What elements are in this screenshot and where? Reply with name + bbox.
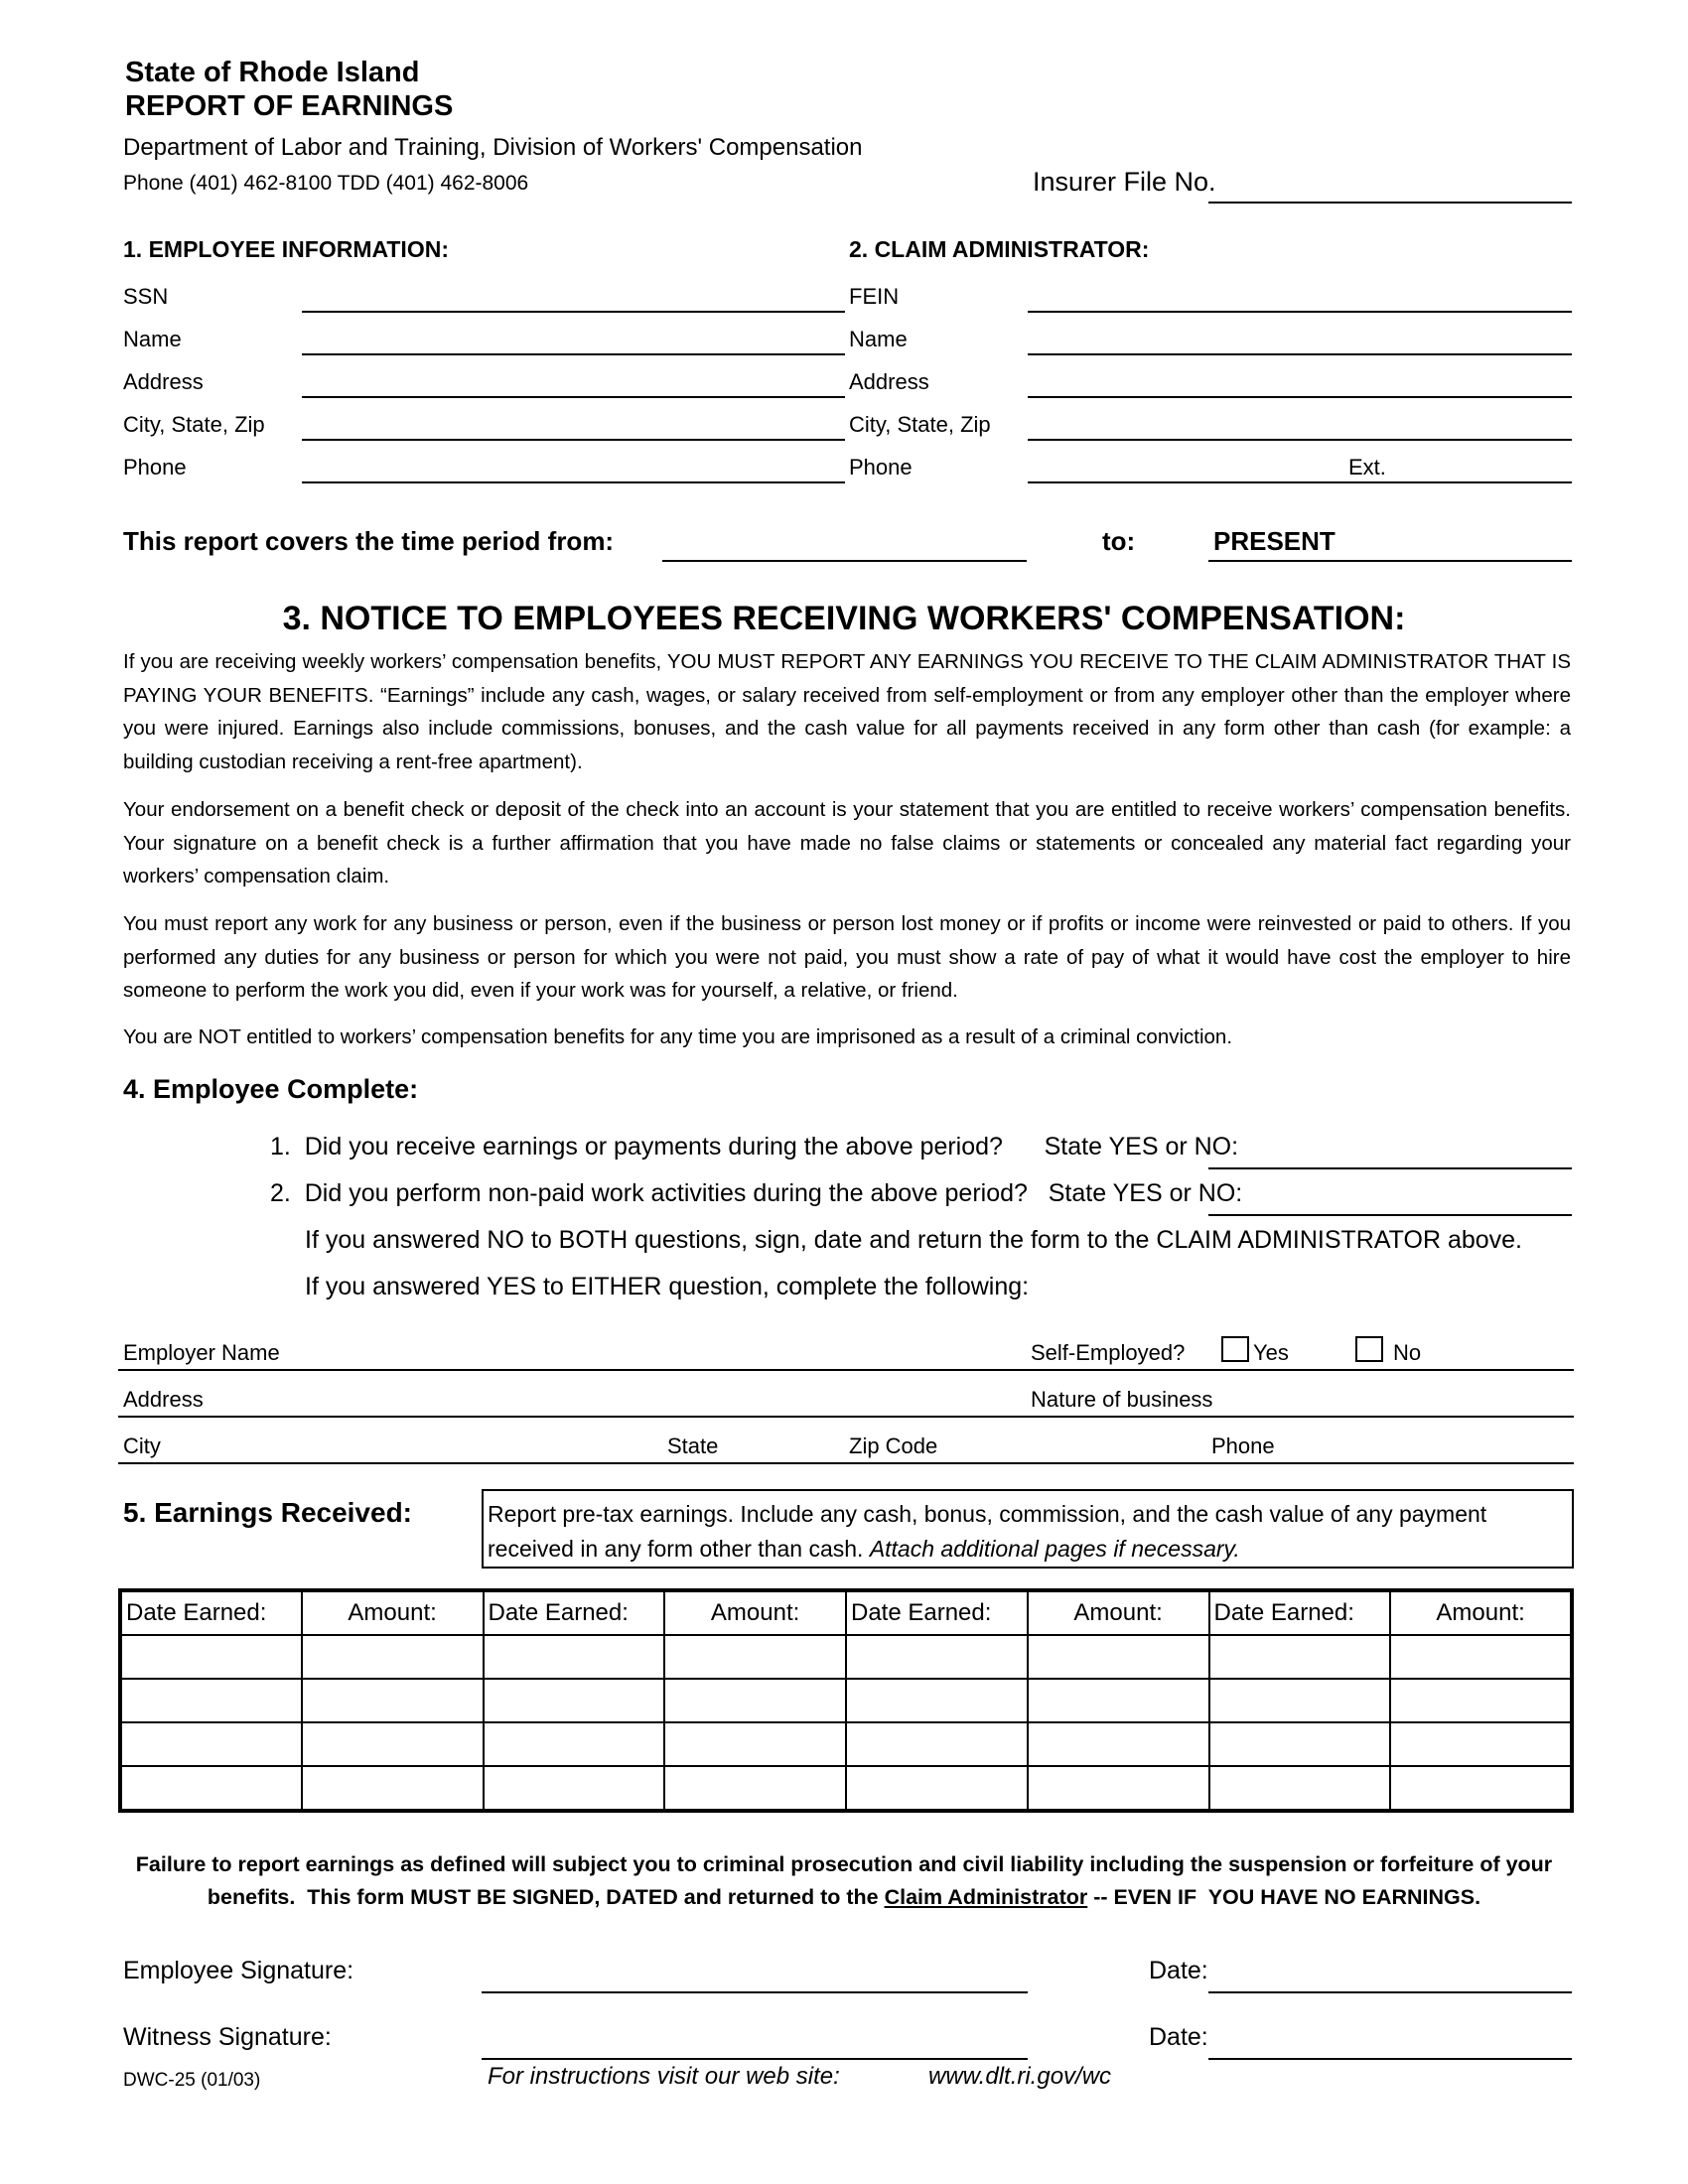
amount-cell[interactable] [1028,1635,1209,1679]
date-cell[interactable] [846,1766,1028,1811]
amount-cell[interactable] [664,1766,846,1811]
employee-city-input[interactable] [302,439,845,441]
date-earned-header: Date Earned: [484,1590,665,1635]
admin-name-input[interactable] [1028,353,1572,355]
warning-line-2 [0,1885,1688,1910]
admin-name-label: Name [849,327,908,351]
admin-ext-label: Ext. [1348,455,1386,479]
notice-paragraph-1: If you are receiving weekly workers’ compensation benefits, YOU MUST REPORT ANY EARNINGS YOU RECEIVE TO THE CLAIM ADMINISTRATOR THAT IS PAYING YOUR BENEFITS. “Earnings” include any cash, wages, or salary received from self-employment or from any employer other than the employer where you were injured. Earnings also include commissions, bonuses, and the cash value for all payments received in any form other than cash (for example: a building custodian receiving a rent-free apartment). [123,650,1571,773]
date-cell[interactable] [120,1679,302,1722]
admin-city-label: City, State, Zip [849,412,991,437]
date-cell[interactable] [846,1722,1028,1766]
self-employed-no-label: No [1393,1340,1422,1365]
form-title: REPORT OF EARNINGS [125,90,454,122]
employee-signature-input[interactable] [482,1991,1028,1993]
witness-signature-label: Witness Signature: [123,2023,332,2051]
employer-city-input[interactable] [118,1462,1574,1464]
amount-cell[interactable] [664,1635,846,1679]
earnings-note-text: Report pre-tax earnings. Include any cash, bonus, commission, and the cash value of any payment received in any form other than cash. [488,1501,1487,1562]
department-name: Department of Labor and Training, Division of Workers' Compensation [123,134,863,161]
witness-signature-input[interactable] [482,2058,1028,2060]
employer-name-input[interactable] [118,1369,1574,1371]
earnings-heading: 5. Earnings Received: [123,1497,413,1528]
employee-phone-label: Phone [123,455,187,479]
claim-admin-heading: 2. CLAIM ADMINISTRATOR: [849,236,1150,262]
question-1-answer[interactable] [1208,1167,1572,1169]
amount-cell[interactable] [1390,1766,1572,1811]
date-cell[interactable] [120,1722,302,1766]
amount-cell[interactable] [1028,1722,1209,1766]
amount-cell[interactable] [1028,1766,1209,1811]
warning-line-2-post: -- EVEN IF YOU HAVE NO EARNINGS. [1087,1885,1481,1909]
employee-ssn-label: SSN [123,284,169,309]
employee-name-label: Name [123,327,182,351]
date-earned-header: Date Earned: [1209,1590,1391,1635]
amount-header: Amount: [1390,1590,1572,1635]
amount-cell[interactable] [1390,1679,1572,1722]
date-cell[interactable] [1209,1766,1391,1811]
table-row [120,1722,1572,1766]
date-cell[interactable] [484,1766,665,1811]
employee-phone-input[interactable] [302,481,845,483]
self-employed-label: Self-Employed? [1031,1340,1186,1365]
date-earned-header: Date Earned: [120,1590,302,1635]
state-name: State of Rhode Island [125,57,420,88]
date-cell[interactable] [1209,1635,1391,1679]
employee-complete-heading: 4. Employee Complete: [123,1074,419,1104]
admin-fein-input[interactable] [1028,311,1572,313]
amount-cell[interactable] [1390,1722,1572,1766]
employee-address-input[interactable] [302,396,845,398]
table-row [120,1635,1572,1679]
amount-cell[interactable] [664,1722,846,1766]
department-phone: Phone (401) 462-8100 TDD (401) 462-8006 [123,172,529,195]
claim-administrator-link: Claim Administrator [884,1885,1088,1909]
amount-cell[interactable] [302,1635,484,1679]
website-link[interactable]: www.dlt.ri.gov/wc [928,2063,1112,2090]
warning-line-2-pre: benefits. This form MUST BE SIGNED, DATED and returned to the [207,1885,885,1909]
insurer-file-label: Insurer File No. [1033,167,1216,197]
question-1: 1. Did you receive earnings or payments during the above period? State YES or NO: [270,1133,1239,1160]
employee-ssn-input[interactable] [302,311,845,313]
self-employed-no-checkbox[interactable] [1355,1336,1383,1362]
amount-cell[interactable] [1028,1679,1209,1722]
note-no: If you answered NO to BOTH questions, sign, date and return the form to the CLAIM ADMINISTRATOR above. [305,1226,1523,1254]
employer-address-label: Address [123,1387,204,1412]
period-from-input[interactable] [662,560,1027,562]
date-cell[interactable] [1209,1679,1391,1722]
earnings-note-italic: Attach additional pages if necessary. [869,1536,1240,1562]
employer-address-input[interactable] [118,1416,1574,1418]
note-yes: If you answered YES to EITHER question, complete the following: [305,1273,1030,1300]
table-row [120,1679,1572,1722]
employee-signature-label: Employee Signature: [123,1957,354,1984]
employee-name-input[interactable] [302,353,845,355]
employee-city-label: City, State, Zip [123,412,265,437]
admin-city-input[interactable] [1028,439,1572,441]
date-cell[interactable] [846,1679,1028,1722]
employee-info-heading: 1. EMPLOYEE INFORMATION: [123,236,449,262]
notice-paragraph-2: Your endorsement on a benefit check or deposit of the check into an account is your statement that you are entitled to receive workers’ compensation benefits. Your signature on a benefit check is a further affirmation that you have made no false claims or statements or concealed any material fact regarding your workers’ compensation claim. [123,798,1571,887]
admin-address-input[interactable] [1028,396,1572,398]
amount-cell[interactable] [302,1679,484,1722]
self-employed-yes-label: Yes [1253,1340,1289,1365]
warning-line-1: Failure to report earnings as defined will subject you to criminal prosecution and civil liability including the suspension or forfeiture of your [135,1852,1553,1876]
employee-date-input[interactable] [1208,1991,1572,1993]
employee-address-label: Address [123,369,204,394]
insurer-file-input[interactable] [1208,202,1572,204]
admin-fein-label: FEIN [849,284,900,309]
employer-name-label: Employer Name [123,1340,280,1365]
date-cell[interactable] [484,1635,665,1679]
witness-date-input[interactable] [1208,2058,1572,2060]
amount-cell[interactable] [1390,1635,1572,1679]
admin-phone-input[interactable] [1028,481,1572,483]
admin-phone-label: Phone [849,455,913,479]
employer-zip-label: Zip Code [849,1433,938,1458]
date-cell[interactable] [120,1635,302,1679]
date-cell[interactable] [1209,1722,1391,1766]
amount-cell[interactable] [302,1766,484,1811]
instructions-text: For instructions visit our web site: [488,2063,840,2090]
employer-city-label: City [123,1433,161,1458]
date-earned-header: Date Earned: [846,1590,1028,1635]
date-cell[interactable] [120,1766,302,1811]
earnings-note-box [482,1489,1574,1569]
question-2-answer[interactable] [1208,1214,1572,1216]
date-cell[interactable] [484,1722,665,1766]
employer-phone-label: Phone [1211,1433,1275,1458]
form-id: DWC-25 (01/03) [123,2070,261,2091]
period-to-value: PRESENT [1213,526,1336,556]
nature-of-business-label: Nature of business [1031,1387,1213,1412]
period-to-label: to: [1102,526,1136,556]
earnings-table-header [120,1590,1572,1635]
employee-date-label: Date: [1149,1957,1208,1984]
date-cell[interactable] [484,1679,665,1722]
amount-cell[interactable] [664,1679,846,1722]
self-employed-yes-checkbox[interactable] [1221,1336,1249,1362]
amount-header: Amount: [664,1590,846,1635]
period-to-input[interactable] [1208,560,1572,562]
amount-header: Amount: [1028,1590,1209,1635]
date-cell[interactable] [846,1635,1028,1679]
table-row [120,1766,1572,1811]
amount-cell[interactable] [302,1722,484,1766]
employer-state-label: State [667,1433,719,1458]
witness-date-label: Date: [1149,2023,1208,2051]
period-label: This report covers the time period from: [123,526,615,556]
notice-paragraph-3: You must report any work for any business or person, even if the business or person lost money or if profits or income were reinvested or paid to others. If you performed any duties for any business or person for which you were not paid, you must show a rate of pay of what it would have cost the employer to hire someone to perform the work you did, even if your work was for yourself, a relative, or friend. [123,912,1571,1002]
admin-address-label: Address [849,369,929,394]
amount-header: Amount: [302,1590,484,1635]
earnings-table [118,1588,1574,1813]
question-2: 2. Did you perform non-paid work activities during the above period? State YES or NO: [270,1179,1243,1207]
notice-paragraph-4: You are NOT entitled to workers’ compensation benefits for any time you are imprisoned as a result of a criminal conviction. [123,1025,1233,1048]
notice-heading: 3. NOTICE TO EMPLOYEES RECEIVING WORKERS' COMPENSATION: [282,600,1406,637]
